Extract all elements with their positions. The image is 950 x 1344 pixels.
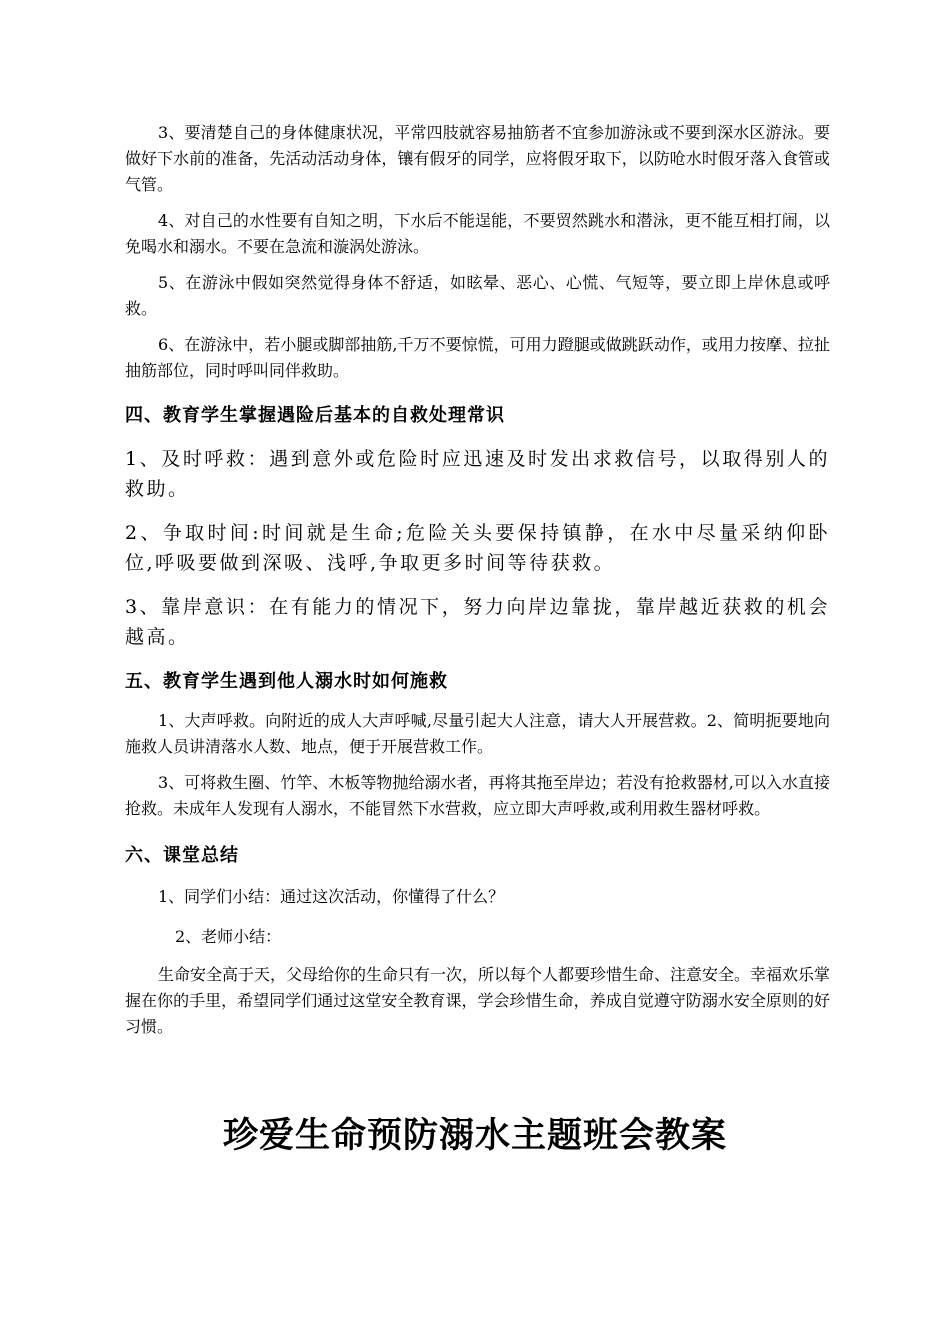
document-page — [125, 120, 830, 1040]
list-item: 5、在游泳中假如突然觉得身体不舒适，如眩晕、恶心、心慌、气短等，要立即上岸休息或呼救。 — [125, 273, 830, 318]
list-item: 4、对自己的水性要有自知之明，下水后不能逞能，不要贸然跳水和潜泳，更不能互相打闹，以免喝水和溺水。不要在急流和漩涡处游泳。 — [125, 211, 830, 256]
section-heading: 五、教育学生遇到他人溺水时如何施救 — [125, 671, 448, 692]
list-item: 3、可将救生圈、竹竿、木板等物抛给溺水者，再将其拖至岸边；若没有抢救器材,可以入水直接抢救。未成年人发现有人溺水，不能冒然下水营救，应立即大声呼救,或利用救生器材呼救。 — [125, 773, 830, 818]
list-item: 2、争取时间:时间就是生命;危险关头要保持镇静，在水中尽量采纳仰卧位,呼吸要做到深吸、浅呼,争取更多时间等待获救。 — [125, 522, 830, 574]
list-item: 2、老师小结： — [175, 927, 282, 946]
summary-paragraph: 生命安全高于天，父母给你的生命只有一次，所以每个人都要珍惜生命、注意安全。幸福欢乐掌握在你的手里，希望同学们通过这堂安全教育课，学会珍惜生命，养成自觉遵守防溺水安全原则的好习惯。 — [125, 965, 831, 1036]
list-item: 3、靠岸意识：在有能力的情况下，努力向岸边靠拢，靠岸越近获救的机会越高。 — [125, 596, 830, 648]
list-item: 3、要清楚自己的身体健康状况，平常四肢就容易抽筋者不宜参加游泳或不要到深水区游泳。要做好下水前的准备，先活动活动身体，镶有假牙的同学，应将假牙取下，以防呛水时假牙落入食管或气管。 — [125, 123, 830, 194]
list-item: 6、在游泳中，若小腿或脚部抽筋,千万不要惊慌，可用力蹬腿或做跳跃动作，或用力按摩、拉扯抽筋部位，同时呼叫同伴救助。 — [125, 335, 830, 380]
list-item: 1、大声呼救。向附近的成人大声呼喊,尽量引起大人注意，请大人开展营救。2、简明扼要地向施救人员讲清落水人数、地点，便于开展营救工作。 — [125, 711, 830, 756]
list-item: 1、及时呼救：遇到意外或危险时应迅速及时发出求救信号，以取得别人的救助。 — [125, 448, 830, 500]
list-item: 1、同学们小结：通过这次活动，你懂得了什么？ — [158, 887, 505, 906]
document-title: 珍爱生命预防溺水主题班会教案 — [222, 1115, 727, 1156]
section-heading: 六、课堂总结 — [125, 845, 239, 866]
section-heading: 四、教育学生掌握遇险后基本的自救处理常识 — [125, 405, 505, 426]
